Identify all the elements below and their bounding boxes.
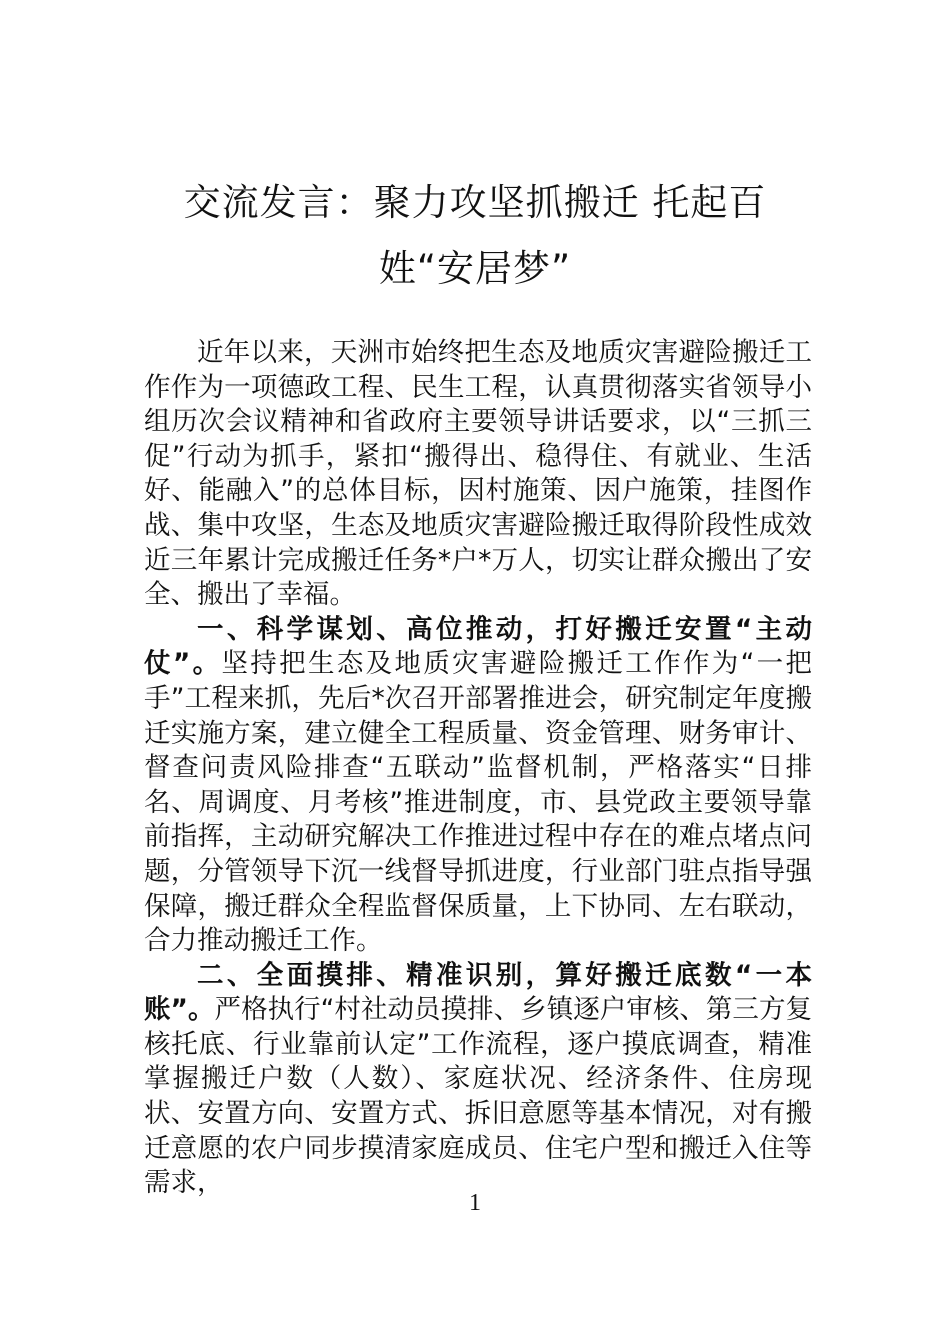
paragraph-intro bbox=[144, 336, 812, 613]
paragraph-heading: 一、科学谋划、高位推动，打好搬迁安置“主动仗”。 bbox=[144, 613, 812, 680]
paragraph-section-1 bbox=[144, 613, 812, 959]
paragraph-section-2 bbox=[144, 959, 812, 1201]
paragraph-text: 严格执行“村社动员摸排、乡镇逐户审核、第三方复核托底、行业靠前认定”工作流程，逐户摸底调查，精准掌握搬迁户数（人数）、家庭状况、经济条件、住房现状、安置方向、安置方式、拆旧意愿等基本情况，对有搬迁意愿的农户同步摸清家庭成员、住宅户型和搬迁入住等需求， bbox=[144, 994, 813, 1199]
document-title: 交流发言：聚力攻坚抓搬迁 托起百姓“安居梦” bbox=[183, 181, 767, 290]
page-number: 1 bbox=[469, 1190, 481, 1216]
paragraph-heading: 二、全面摸排、精准识别，算好搬迁底数“一本账”。 bbox=[144, 959, 812, 1026]
paragraph-text: 坚持把生态及地质灾害避险搬迁工作作为“一把手”工程来抓，先后*次召开部署推进会，研究制定年度搬迁实施方案，建立健全工程质量、资金管理、财务审计、督查问责风险排查“五联动”监督机制，严格落实“日排名、周调度、月考核”推进制度，市、县党政主要领导靠前指挥，主动研究解决工作推进过程中存在的难点堵点问题，分管领导下沉一线督导抓进度，行业部门驻点指导强保障，搬迁群众全程监督保质量，上下协同、左右联动，合力推动搬迁工作。 bbox=[144, 648, 813, 957]
document-body bbox=[144, 336, 812, 1201]
paragraph-text: 近年以来，天洲市始终把生态及地质灾害避险搬迁工作作为一项德政工程、民生工程，认真贯彻落实省领导小组历次会议精神和省政府主要领导讲话要求，以“三抓三促”行动为抓手，紧扣“搬得出、稳得住、有就业、生活好、能融入”的总体目标，因村施策、因户施策，挂图作战、集中攻坚，生态及地质灾害避险搬迁取得阶段性成效近三年累计完成搬迁任务*户*万人，切实让群众搬出了安全、搬出了幸福。 bbox=[144, 337, 812, 611]
